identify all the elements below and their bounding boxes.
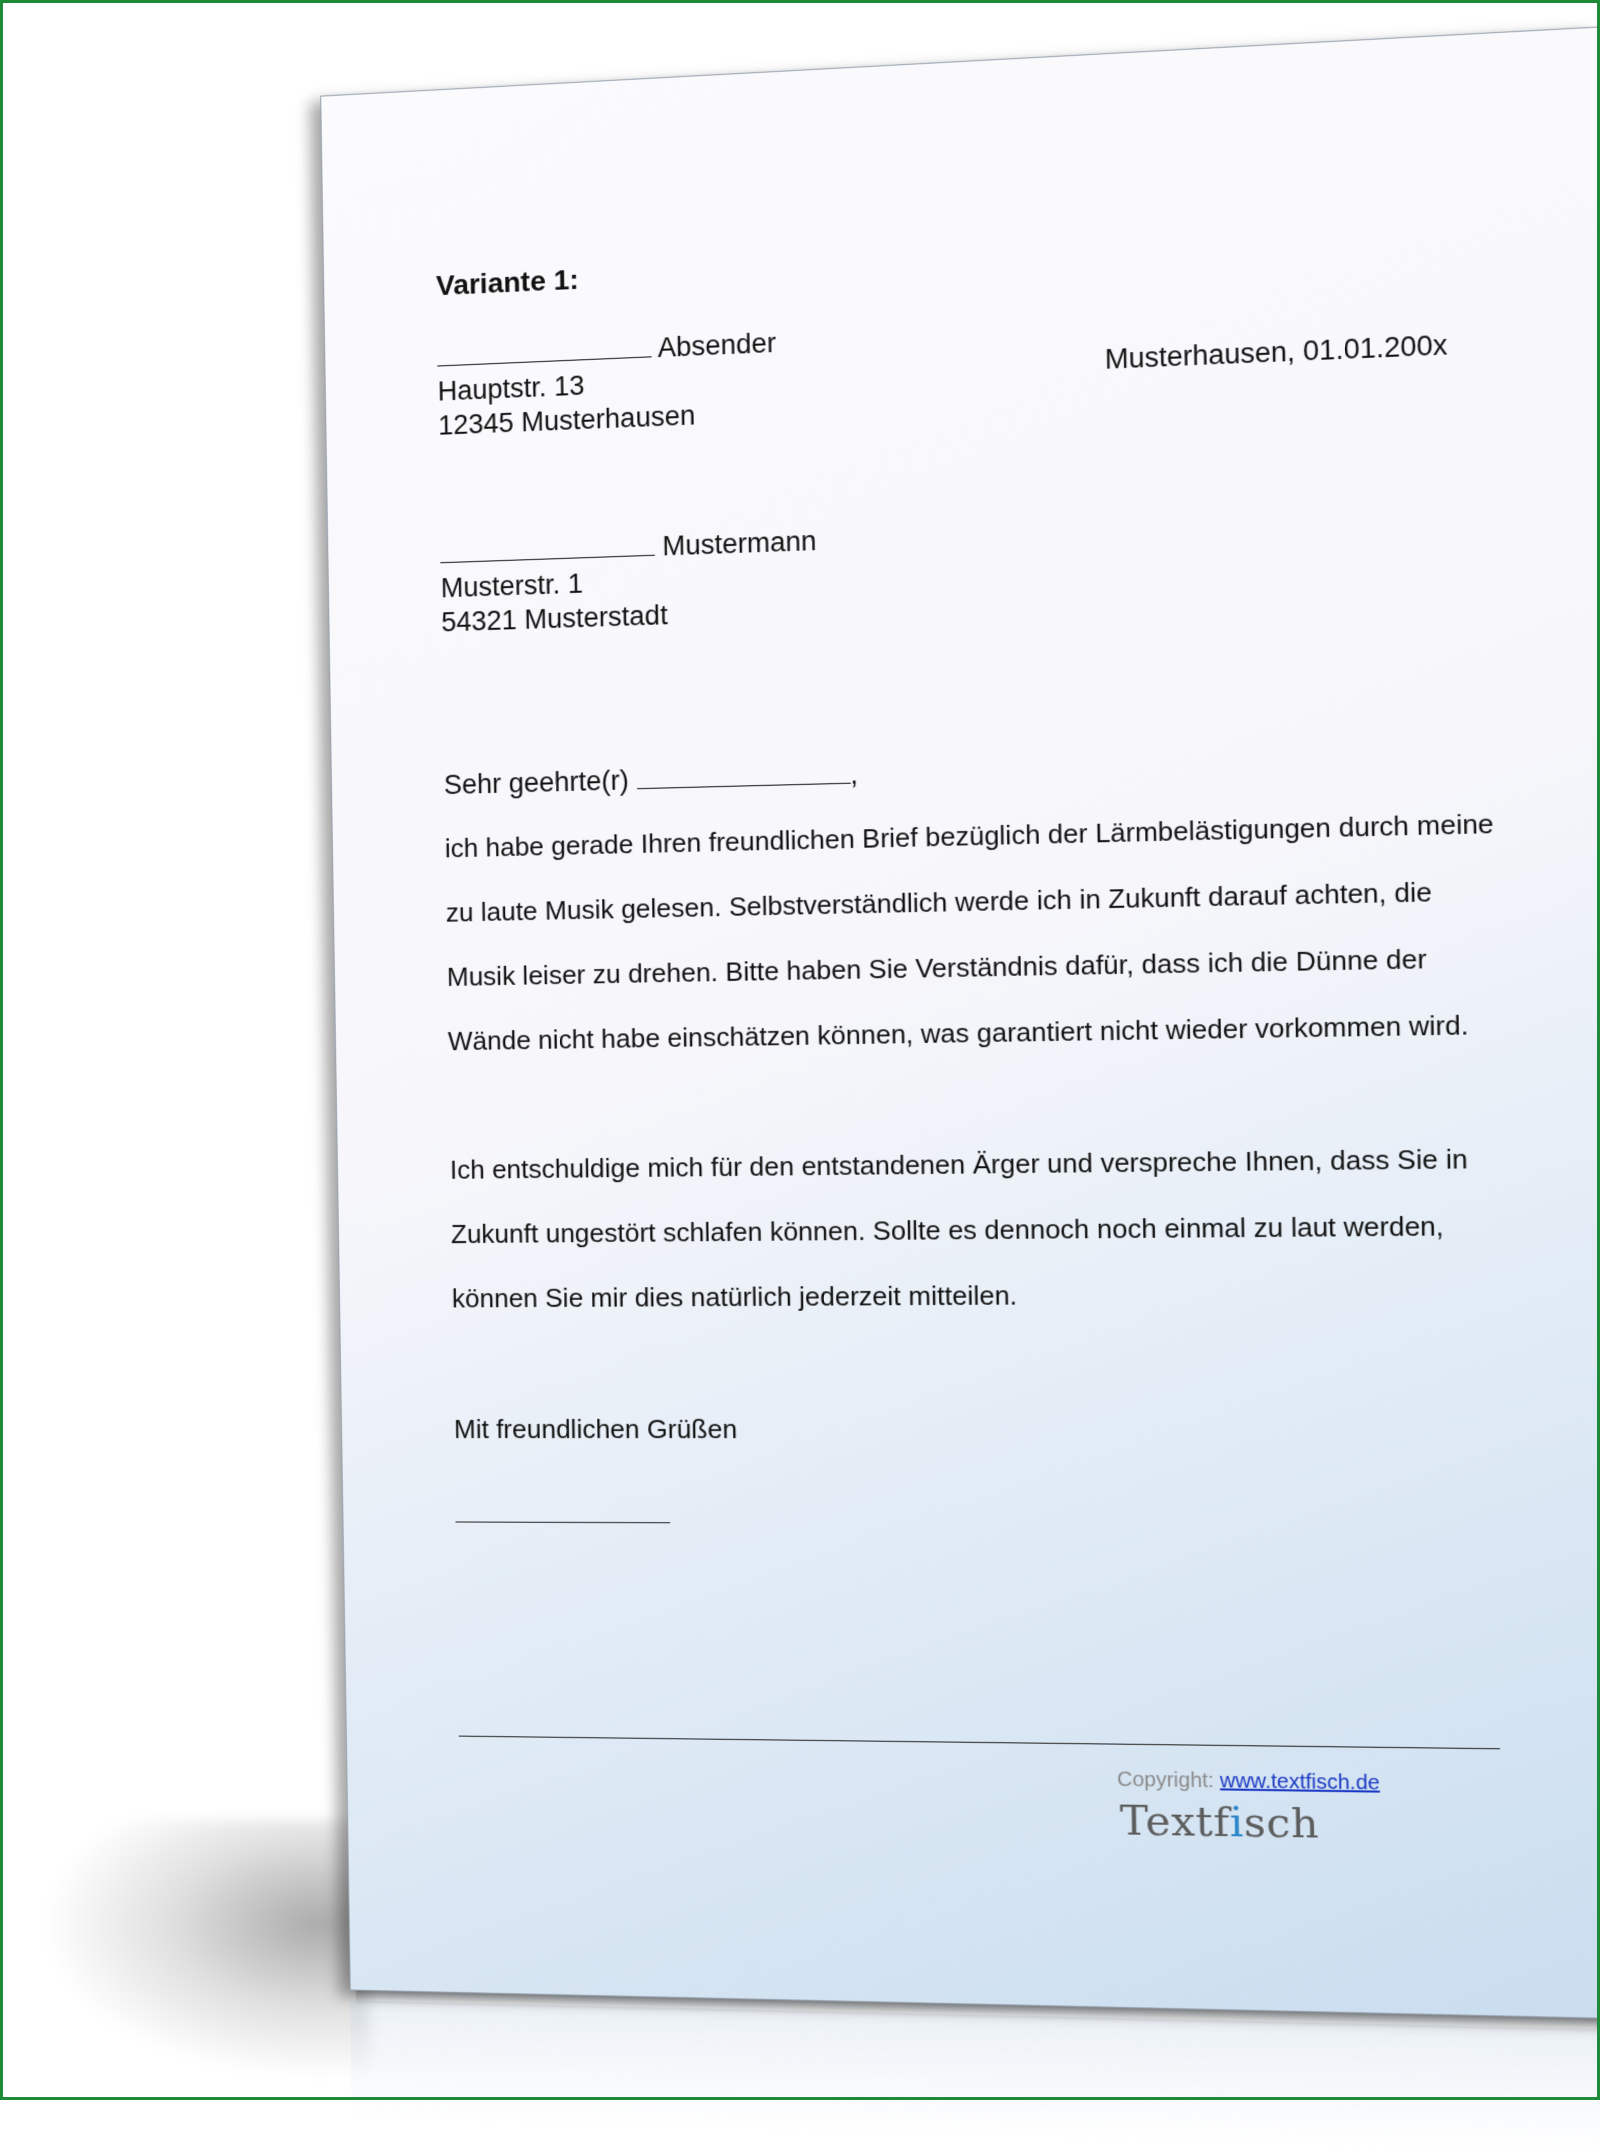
paragraph2-line: Zukunft ungestört schlafen können. Sollte es dennoch noch einmal zu laut werden, <box>450 1210 1444 1250</box>
page-shadow <box>40 1820 370 2080</box>
salutation-comma: , <box>850 759 859 790</box>
salutation-line <box>444 758 859 802</box>
copyright-label: Copyright: <box>1116 1768 1215 1793</box>
recipient-name: Mustermann <box>662 525 817 562</box>
textfisch-logo <box>1120 1797 1320 1848</box>
document-page-container <box>320 26 1600 2019</box>
salutation-blank <box>637 782 851 790</box>
paragraph1-line: ich habe gerade Ihren freundlichen Brief bezüglich der Lärmbelästigungen durch meine <box>444 808 1494 864</box>
sender-city: 12345 Musterhausen <box>437 400 696 441</box>
signature-line <box>455 1521 670 1523</box>
recipient-name-line <box>440 525 817 571</box>
logo-text-end: sch <box>1243 1799 1320 1848</box>
closing: Mit freundlichen Grüßen <box>453 1413 738 1445</box>
recipient-city: 54321 Musterstadt <box>441 599 668 638</box>
logo-text-start: Textf <box>1119 1797 1230 1847</box>
recipient-street: Musterstr. 1 <box>440 568 584 604</box>
recipient-blank <box>440 554 654 564</box>
letter-heading: Variante 1: <box>435 263 580 302</box>
letter-date: Musterhausen, 01.01.200x <box>1104 329 1448 375</box>
sender-name-line <box>437 327 777 374</box>
paragraph1-line: zu laute Musik gelesen. Selbstverständlich werde ich in Zukunft darauf achten, die <box>445 876 1433 928</box>
paragraph2-line: können Sie mir dies natürlich jederzeit mitteilen. <box>451 1279 1018 1314</box>
salutation: Sehr geehrte(r) <box>443 765 630 801</box>
copyright-link[interactable]: www.textfisch.de <box>1219 1769 1380 1795</box>
paragraph2-line: Ich entschuldige mich für den entstandenen Ärger und verspreche Ihnen, dass Sie in <box>449 1143 1468 1185</box>
paragraph1-line: Wände nicht habe einschätzen können, was garantiert nicht wieder vorkommen wird. <box>447 1009 1469 1057</box>
document-page <box>320 26 1600 2019</box>
sender-name: Absender <box>657 327 777 364</box>
sender-street: Hauptstr. 13 <box>437 370 585 407</box>
footer-divider <box>459 1736 1500 1750</box>
sender-blank <box>437 355 651 366</box>
paragraph1-line: Musik leiser zu drehen. Bitte haben Sie Verständnis dafür, dass ich die Dünne der <box>446 943 1427 993</box>
fish-icon: i <box>1229 1798 1245 1847</box>
copyright-notice <box>1117 1768 1380 1795</box>
